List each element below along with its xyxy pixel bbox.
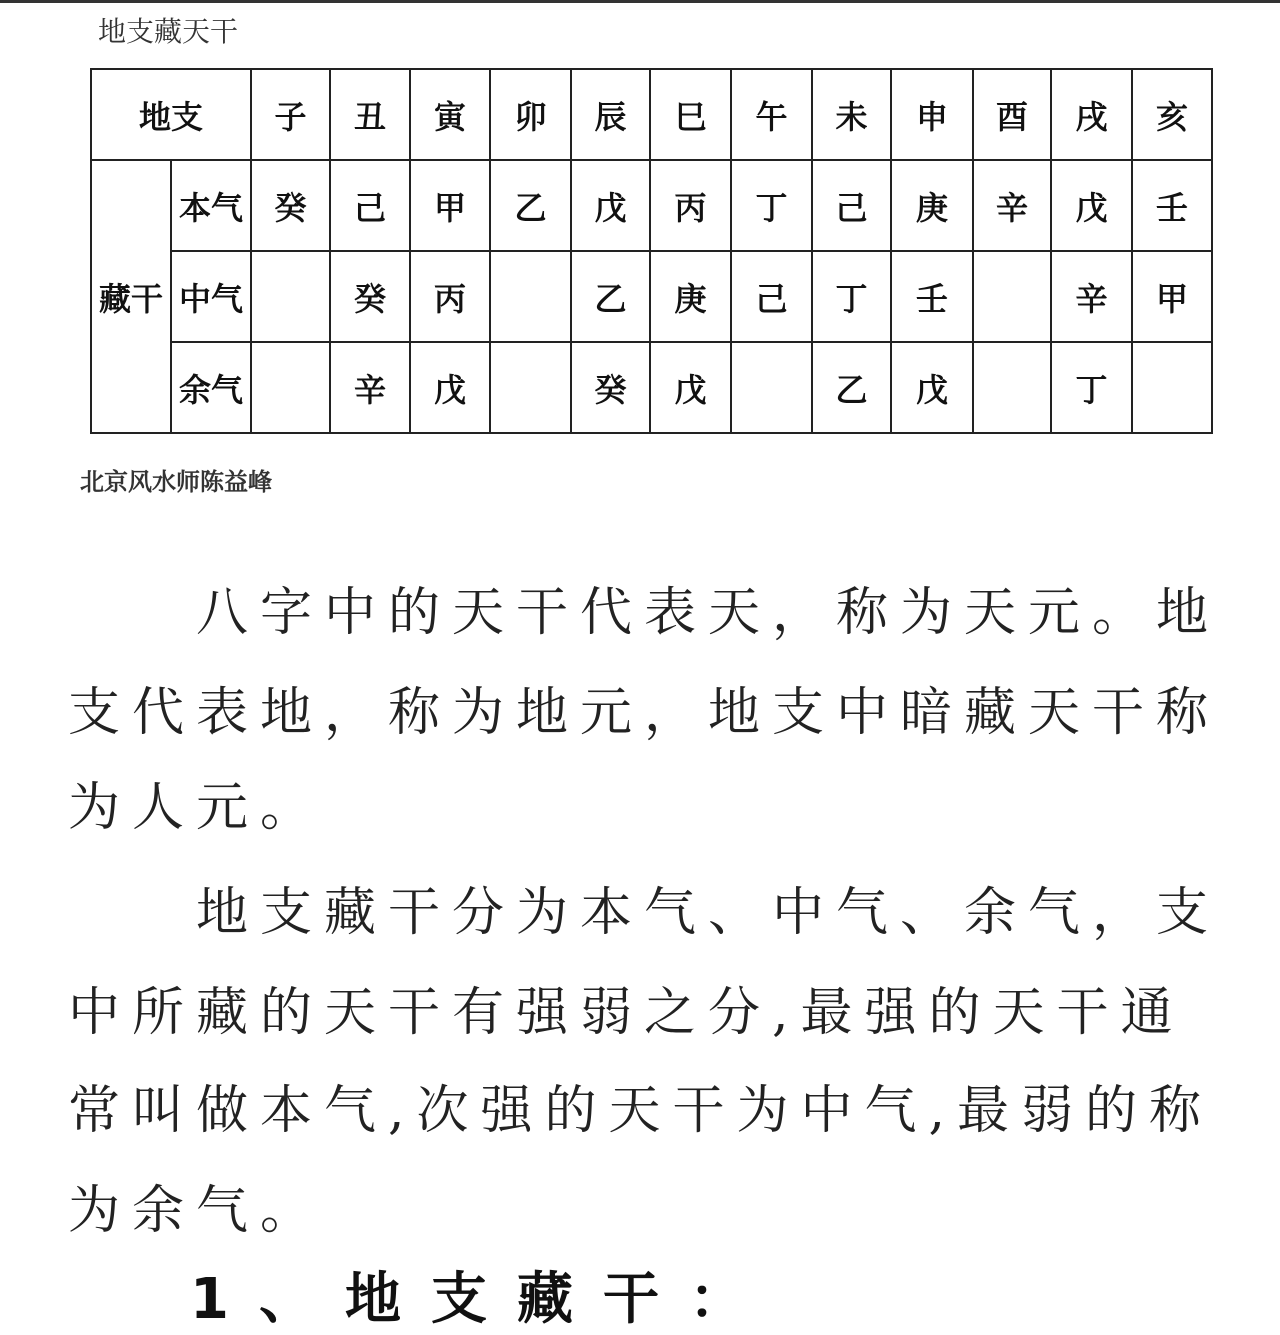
- branch-cell: 午: [731, 69, 812, 160]
- stem-cell: 甲: [1132, 251, 1212, 342]
- paragraph-line: 支代表地，称为地元，地支中暗藏天干称: [68, 683, 1221, 743]
- stem-cell: 壬: [891, 251, 973, 342]
- branch-cell: 寅: [410, 69, 490, 160]
- stem-cell: [731, 342, 812, 433]
- stem-cell: [251, 342, 330, 433]
- paragraph-line: 常叫做本气,次强的天干为中气,最弱的称: [68, 1081, 1214, 1141]
- group-label: 藏干: [91, 160, 171, 433]
- paragraph-line: 为人元。: [68, 778, 325, 838]
- header-label: 地支: [91, 69, 251, 160]
- stem-cell: 丁: [812, 251, 891, 342]
- paragraph-line: 中所藏的天干有强弱之分,最强的天干通: [68, 983, 1185, 1043]
- stem-cell: 癸: [571, 342, 650, 433]
- branch-cell: 丑: [330, 69, 410, 160]
- stem-cell: 己: [330, 160, 410, 251]
- row-label: 余气: [171, 342, 251, 433]
- table-row: [91, 160, 1212, 251]
- branch-cell: 亥: [1132, 69, 1212, 160]
- stem-cell: 丙: [650, 160, 731, 251]
- stem-cell: [973, 251, 1051, 342]
- stem-cell: 丁: [1051, 342, 1132, 433]
- row-label: 本气: [171, 160, 251, 251]
- stem-cell: 癸: [330, 251, 410, 342]
- stem-cell: 辛: [1051, 251, 1132, 342]
- stem-cell: 丙: [410, 251, 490, 342]
- branch-cell: 申: [891, 69, 973, 160]
- stem-cell: [973, 342, 1051, 433]
- stem-cell: 庚: [891, 160, 973, 251]
- stem-cell: 己: [731, 251, 812, 342]
- stem-cell: 乙: [812, 342, 891, 433]
- top-border: [0, 0, 1280, 3]
- stem-cell: 辛: [973, 160, 1051, 251]
- table-row: [91, 251, 1212, 342]
- stem-cell: 戊: [891, 342, 973, 433]
- stem-cell: 乙: [490, 160, 571, 251]
- stem-cell: 辛: [330, 342, 410, 433]
- credit: 北京风水师陈益峰: [80, 468, 272, 496]
- row-label: 中气: [171, 251, 251, 342]
- stem-cell: [251, 251, 330, 342]
- stem-cell: 乙: [571, 251, 650, 342]
- paragraph-line: 八字中的天干代表天，称为天元。地: [68, 583, 1221, 643]
- branch-cell: 辰: [571, 69, 650, 160]
- paragraph-line: 地支藏干分为本气、中气、余气，支: [68, 883, 1221, 943]
- branch-cell: 戌: [1051, 69, 1132, 160]
- stem-cell: 戊: [1051, 160, 1132, 251]
- stem-cell: 己: [812, 160, 891, 251]
- stem-cell: 戊: [571, 160, 650, 251]
- branch-cell: 未: [812, 69, 891, 160]
- stem-cell: 庚: [650, 251, 731, 342]
- stem-cell: 戊: [410, 342, 490, 433]
- table-row: [91, 342, 1212, 433]
- table-caption: 地支藏天干: [98, 15, 239, 48]
- stem-cell: 甲: [410, 160, 490, 251]
- stem-cell: [490, 251, 571, 342]
- stem-cell: [1132, 342, 1212, 433]
- paragraph-line: 为余气。: [68, 1181, 325, 1241]
- table-header-row: [91, 69, 1212, 160]
- stem-cell: 癸: [251, 160, 330, 251]
- branch-cell: 子: [251, 69, 330, 160]
- stem-cell: 戊: [650, 342, 731, 433]
- branch-cell: 卯: [490, 69, 571, 160]
- stem-cell: 壬: [1132, 160, 1212, 251]
- stem-cell: [490, 342, 571, 433]
- section-heading: 1、地支藏干：: [190, 1267, 775, 1332]
- branch-cell: 巳: [650, 69, 731, 160]
- branch-cell: 酉: [973, 69, 1051, 160]
- stem-cell: 丁: [731, 160, 812, 251]
- hidden-stems-table: [90, 68, 1213, 434]
